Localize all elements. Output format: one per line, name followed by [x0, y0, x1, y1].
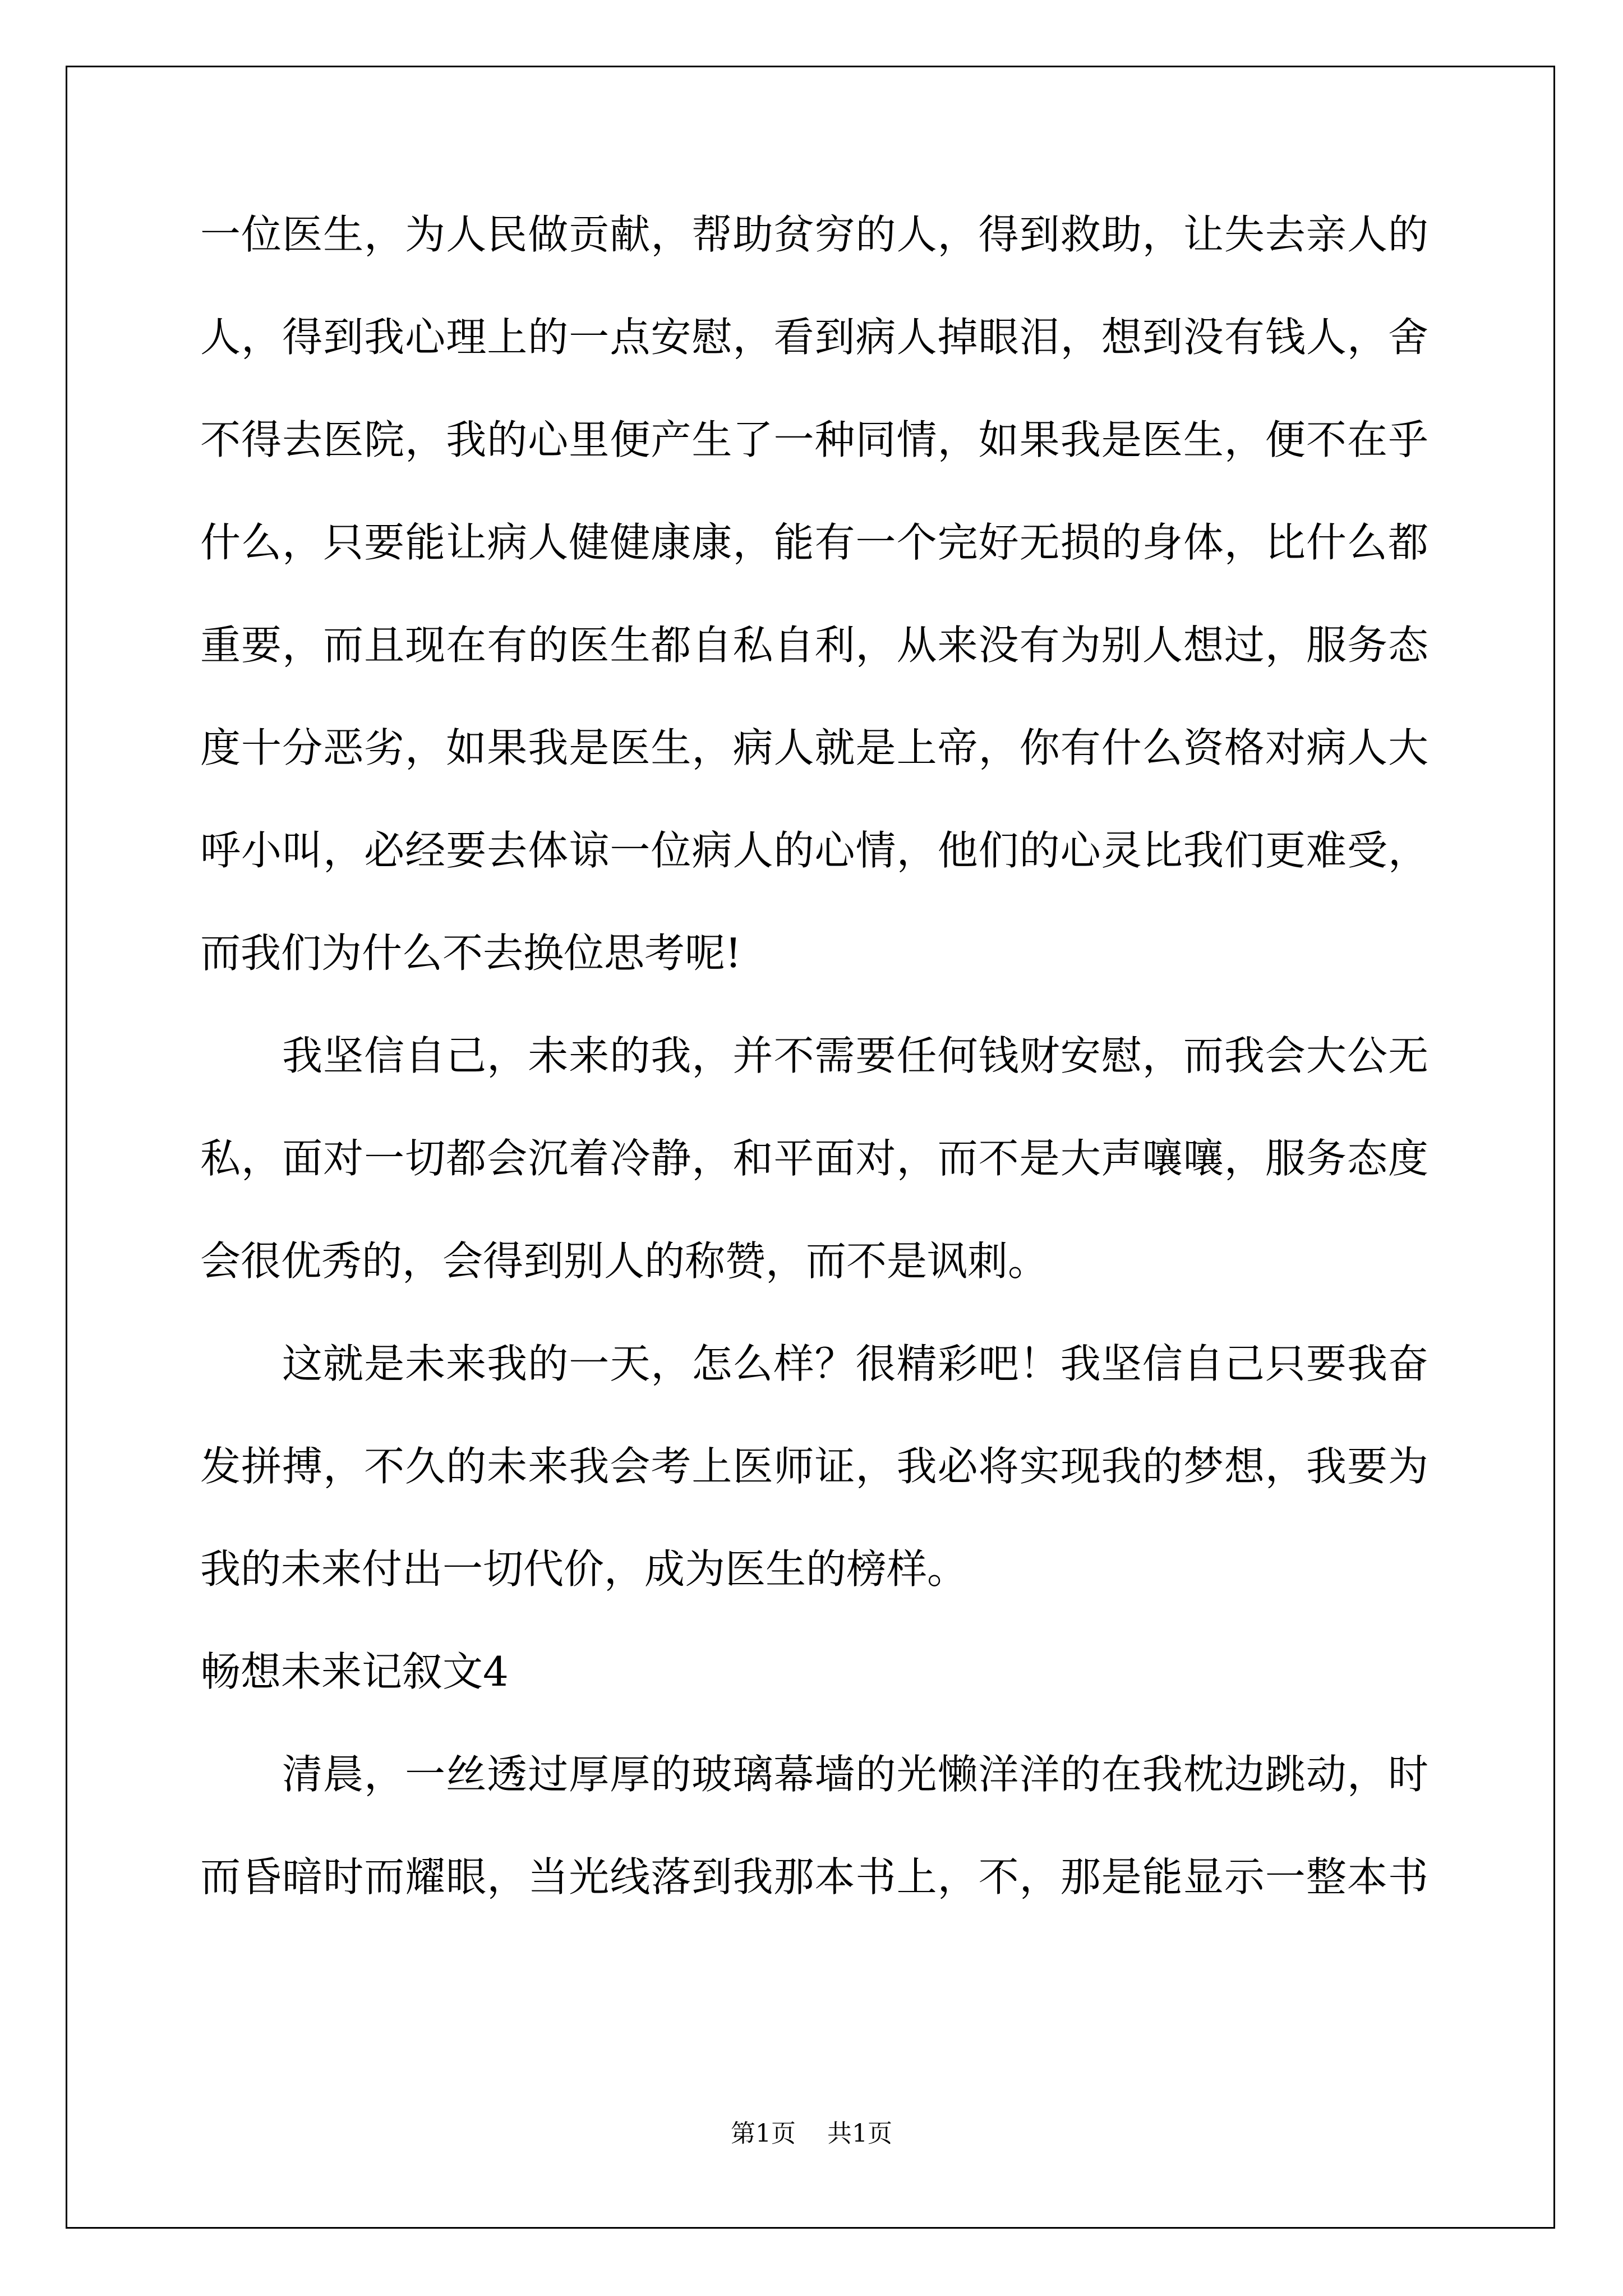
text-line: 清晨，一丝透过厚厚的玻璃幕墙的光懒洋洋的在我枕边跳动，时 — [282, 1751, 1428, 1798]
paragraph — [200, 1751, 1428, 1959]
heading-text: 畅想未来记叙文4 — [200, 1648, 509, 1695]
text-line: 发拼搏，不久的未来我会考上医师证，我必将实现我的梦想，我要为 — [200, 1443, 1428, 1490]
text-line: 重要，而且现在有的医生都自私自利，从来没有为别人想过，服务态 — [200, 622, 1428, 669]
text-line: 不得去医院，我的心里便产生了一种同情，如果我是医生，便不在乎 — [200, 416, 1428, 463]
text-line: 什么，只要能让病人健健康康，能有一个完好无损的身体，比什么都 — [200, 519, 1428, 566]
text-line: 呼小叫，必经要去体谅一位病人的心情，他们的心灵比我们更难受， — [200, 827, 1428, 874]
text-line: 度十分恶劣，如果我是医生，病人就是上帝，你有什么资格对病人大 — [200, 724, 1428, 771]
text-line: 而我们为什么不去换位思考呢! — [200, 930, 741, 977]
text-line: 会很优秀的，会得到别人的称赞，而不是讽刺。 — [200, 1237, 1049, 1285]
paragraph — [200, 1340, 1428, 1651]
page-number: 第1页 — [731, 2119, 796, 2148]
text-line: 私，面对一切都会沉着冷静，和平面对，而不是大声嚷嚷，服务态度 — [200, 1135, 1428, 1182]
paragraph — [200, 1032, 1428, 1343]
text-line: 人，得到我心理上的一点安慰，看到病人掉眼泪，想到没有钱人，舍 — [200, 314, 1428, 361]
page-total: 共1页 — [827, 2119, 892, 2148]
document-body — [200, 211, 1428, 1959]
section-heading — [200, 1648, 1428, 1754]
text-line: 我坚信自己，未来的我，并不需要任何钱财安慰，而我会大公无 — [282, 1032, 1428, 1079]
text-line: 这就是未来我的一天，怎么样？很精彩吧！我坚信自己只要我奋 — [282, 1340, 1428, 1387]
text-line: 一位医生，为人民做贡献，帮助贫穷的人，得到救助，让失去亲人的 — [200, 211, 1428, 258]
text-line: 而昏暗时而耀眼，当光线落到我那本书上，不，那是能显示一整本书 — [200, 1853, 1428, 1901]
paragraph — [200, 211, 1428, 1036]
page-footer — [0, 2119, 1623, 2148]
text-line: 我的未来付出一切代价，成为医生的榜样。 — [200, 1545, 968, 1593]
